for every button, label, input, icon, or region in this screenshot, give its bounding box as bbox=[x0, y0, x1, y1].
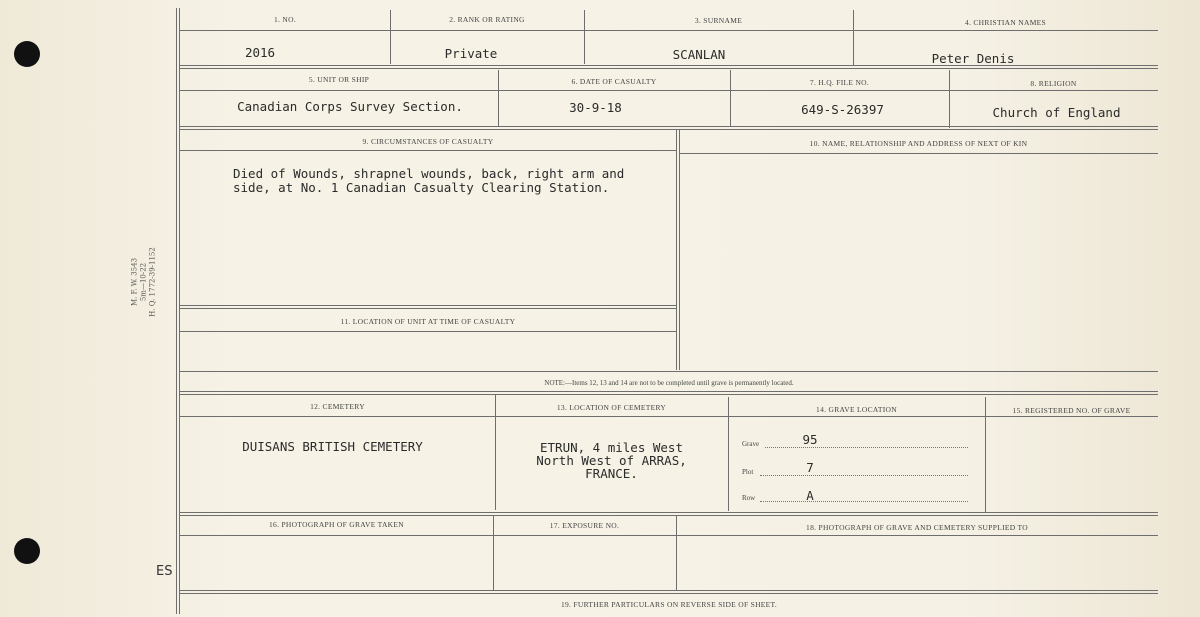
rank-label: 2. RANK OR RATING bbox=[449, 15, 525, 24]
location-unit-label: 11. LOCATION OF UNIT AT TIME OF CASUALTY bbox=[340, 317, 516, 326]
religion-label: 8. RELIGION bbox=[1030, 79, 1077, 88]
grave-dotted-line bbox=[765, 447, 968, 448]
date-casualty-value: 30-9-18 bbox=[569, 100, 622, 115]
photo-supplied-label: 18. PHOTOGRAPH OF GRAVE AND CEMETERY SUPPLIED TO bbox=[806, 523, 1028, 532]
location-cemetery-line1: ETRUN, 4 miles West bbox=[540, 440, 683, 455]
next-of-kin-label-divider bbox=[679, 153, 1158, 154]
surname-label: 3. SURNAME bbox=[694, 16, 743, 25]
form-reference-note bbox=[131, 247, 158, 317]
cemetery-value: DUISANS BRITISH CEMETERY bbox=[242, 439, 423, 454]
row5-bottom-border bbox=[180, 590, 1158, 594]
photo-taken-label: 16. PHOTOGRAPH OF GRAVE TAKEN bbox=[269, 520, 404, 529]
surname-value: SCANLAN bbox=[672, 47, 726, 62]
circumstances-line1: Died of Wounds, shrapnel wounds, back, right arm and bbox=[233, 166, 625, 181]
circumstances-label: 9. CIRCUMSTANCES OF CASUALTY bbox=[362, 137, 494, 146]
form-reference-line1: M. F. W. 3543 bbox=[130, 257, 139, 307]
hq-file-label: 7. H.Q. FILE NO. bbox=[809, 78, 870, 87]
note-top-border bbox=[180, 371, 1158, 372]
punch-hole-top bbox=[14, 41, 40, 67]
location-cemetery-line2: North West of ARRAS, bbox=[536, 453, 687, 468]
row4-label-divider bbox=[180, 416, 1158, 417]
note-bottom-border bbox=[180, 391, 1158, 395]
row-sub-label: Row bbox=[742, 494, 756, 502]
religion-value: Church of England bbox=[992, 105, 1121, 120]
divider-9-10 bbox=[676, 130, 677, 370]
no-label: 1. NO. bbox=[273, 15, 296, 24]
row5-label-divider bbox=[180, 535, 1158, 536]
exposure-no-label: 17. EXPOSURE NO. bbox=[549, 521, 620, 530]
location-unit-label-divider bbox=[180, 331, 676, 332]
registered-no-label: 15. REGISTERED NO. OF GRAVE bbox=[1012, 406, 1131, 415]
plot-sub-label: Plot bbox=[742, 468, 754, 476]
location-cemetery-line3: FRANCE. bbox=[585, 466, 638, 481]
left-border bbox=[176, 8, 177, 614]
circumstances-label-divider bbox=[180, 150, 676, 151]
divider-13-14 bbox=[728, 397, 729, 511]
plot-value: 7 bbox=[806, 460, 814, 475]
christian-names-value: Peter Denis bbox=[931, 51, 1015, 66]
further-particulars-label: 19. FURTHER PARTICULARS ON REVERSE SIDE OF SHEET. bbox=[560, 600, 778, 609]
unit-label: 5. UNIT OR SHIP bbox=[308, 75, 370, 84]
note-text: NOTE:—Items 12, 13 and 14 are not to be completed until grave is permanently located. bbox=[544, 379, 794, 387]
cemetery-label: 12. CEMETERY bbox=[310, 402, 365, 411]
row2-bottom-border bbox=[180, 126, 1158, 130]
row1-label-divider bbox=[180, 30, 1158, 31]
grave-location-label: 14. GRAVE LOCATION bbox=[816, 405, 897, 414]
hq-file-value: 649-S-26397 bbox=[801, 102, 884, 117]
row-value: A bbox=[806, 488, 814, 503]
unit-value: Canadian Corps Survey Section. bbox=[237, 99, 463, 114]
punch-hole-bottom bbox=[14, 538, 40, 564]
rank-value: Private bbox=[444, 46, 498, 61]
next-of-kin-label: 10. NAME, RELATIONSHIP AND ADDRESS OF NEXT OF KIN bbox=[809, 139, 1028, 148]
row1-bottom-border bbox=[180, 65, 1158, 69]
form-reference-line3: H. Q. 1772-39-1152 bbox=[148, 247, 157, 317]
divider-9-10-inner bbox=[679, 130, 680, 370]
row4-bottom-border bbox=[180, 512, 1158, 516]
grave-value: 95 bbox=[802, 432, 818, 447]
plot-dotted-line bbox=[760, 475, 968, 476]
es-mark: ES bbox=[156, 564, 173, 579]
location-cemetery-label: 13. LOCATION OF CEMETERY bbox=[556, 403, 667, 412]
circumstances-bottom-border bbox=[180, 305, 676, 309]
form-reference-line2: 5m—10-22 bbox=[139, 262, 148, 302]
date-casualty-label: 6. DATE OF CASUALTY bbox=[571, 77, 657, 86]
christian-names-label: 4. CHRISTIAN NAMES bbox=[964, 18, 1047, 27]
no-value: 2016 bbox=[244, 45, 276, 60]
row2-label-divider bbox=[180, 90, 1158, 91]
circumstances-line2: side, at No. 1 Canadian Casualty Clearing Station. bbox=[233, 180, 610, 195]
grave-sub-label: Grave bbox=[742, 440, 760, 448]
